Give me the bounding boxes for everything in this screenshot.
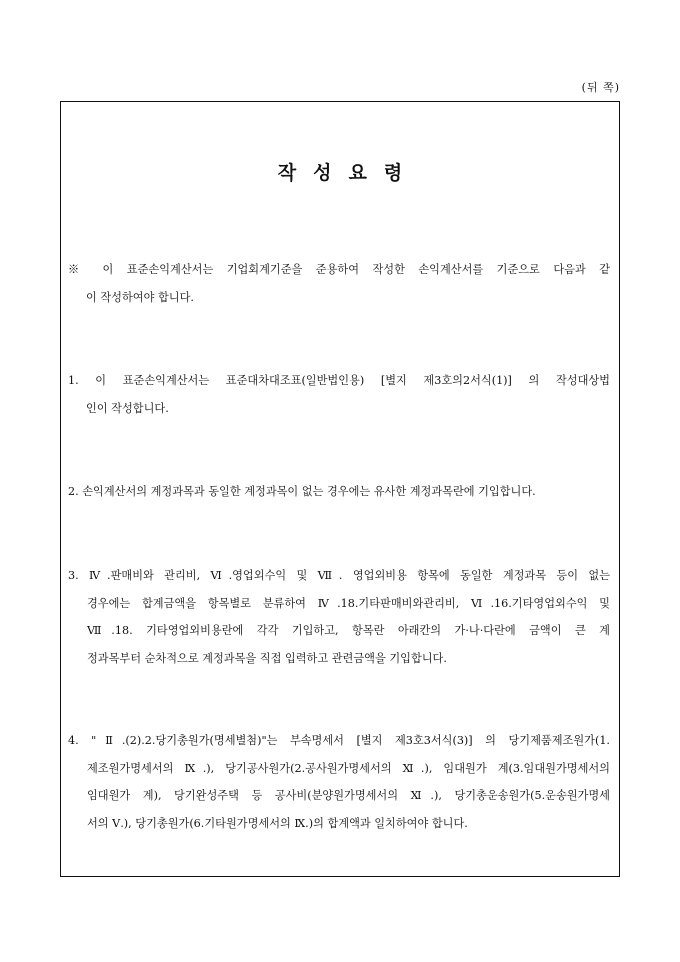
item-line: 경우에는 합계금액을 항목별로 분류하여 Ⅳ.18.기타판매비와관리비, Ⅵ.16.기타영업외수익 및	[87, 596, 610, 610]
instruction-item-1	[68, 367, 610, 422]
item-line: 서의 Ⅴ.), 당기총원가(6.기타원가명세서의 Ⅸ.)의 합계액과 일치하여야 합니다.	[87, 816, 468, 830]
item-line: 정과목부터 순차적으로 계정과목을 직접 입력하고 관련금액을 기입합니다.	[87, 651, 447, 665]
instruction-item-2	[68, 478, 610, 506]
item-line: 2. 손익계산서의 계정과목과 동일한 계정과목이 없는 경우에는 유사한 계정과목란에 기입합니다.	[68, 485, 536, 498]
instruction-item-4	[68, 727, 610, 837]
intro-note	[68, 256, 610, 311]
instruction-item-3	[68, 562, 610, 672]
page-title: 작성요령	[277, 162, 420, 184]
intro-line: 이 작성하여야 합니다.	[86, 290, 194, 304]
item-line: 제조원가명세서의 Ⅸ.), 당기공사원가(2.공사원가명세서의 Ⅺ.), 임대원가 계(3.임대원가명세서의	[87, 761, 610, 775]
item-line: 인이 작성합니다.	[86, 401, 169, 415]
instructions-frame	[60, 101, 620, 877]
item-line: Ⅶ.18. 기타영업외비용란에 각각 기입하고, 항목란 아래칸의 가·나·다란에 금액이 큰 계	[87, 624, 610, 637]
intro-line: ※ 이 표준손익계산서는 기업회계기준을 준용하여 작성한 손익계산서를 기준으로 다음과 같	[68, 263, 610, 276]
item-line: 3. Ⅳ.판매비와 관리비, Ⅵ.영업외수익 및 Ⅶ. 영업외비용 항목에 동일한 계정과목 등이 없는	[68, 569, 610, 582]
page-side-label: (뒤 쪽)	[581, 81, 620, 94]
item-line: 임대원가 계), 당기완성주택 등 공사비(분양원가명세서의 Ⅺ.), 당기총운송원가(5.운송원가명세	[87, 789, 610, 802]
item-line: 4. "Ⅱ.(2).2.당기총원가(명세별첨)"는 부속명세서 [별지 제3호3서식(3)] 의 당기제품제조원가(1.	[68, 734, 610, 747]
item-line: 1. 이 표준손익계산서는 표준대차대조표(일반법인용) [별지 제3호의2서식(1)] 의 작성대상법	[68, 374, 610, 387]
